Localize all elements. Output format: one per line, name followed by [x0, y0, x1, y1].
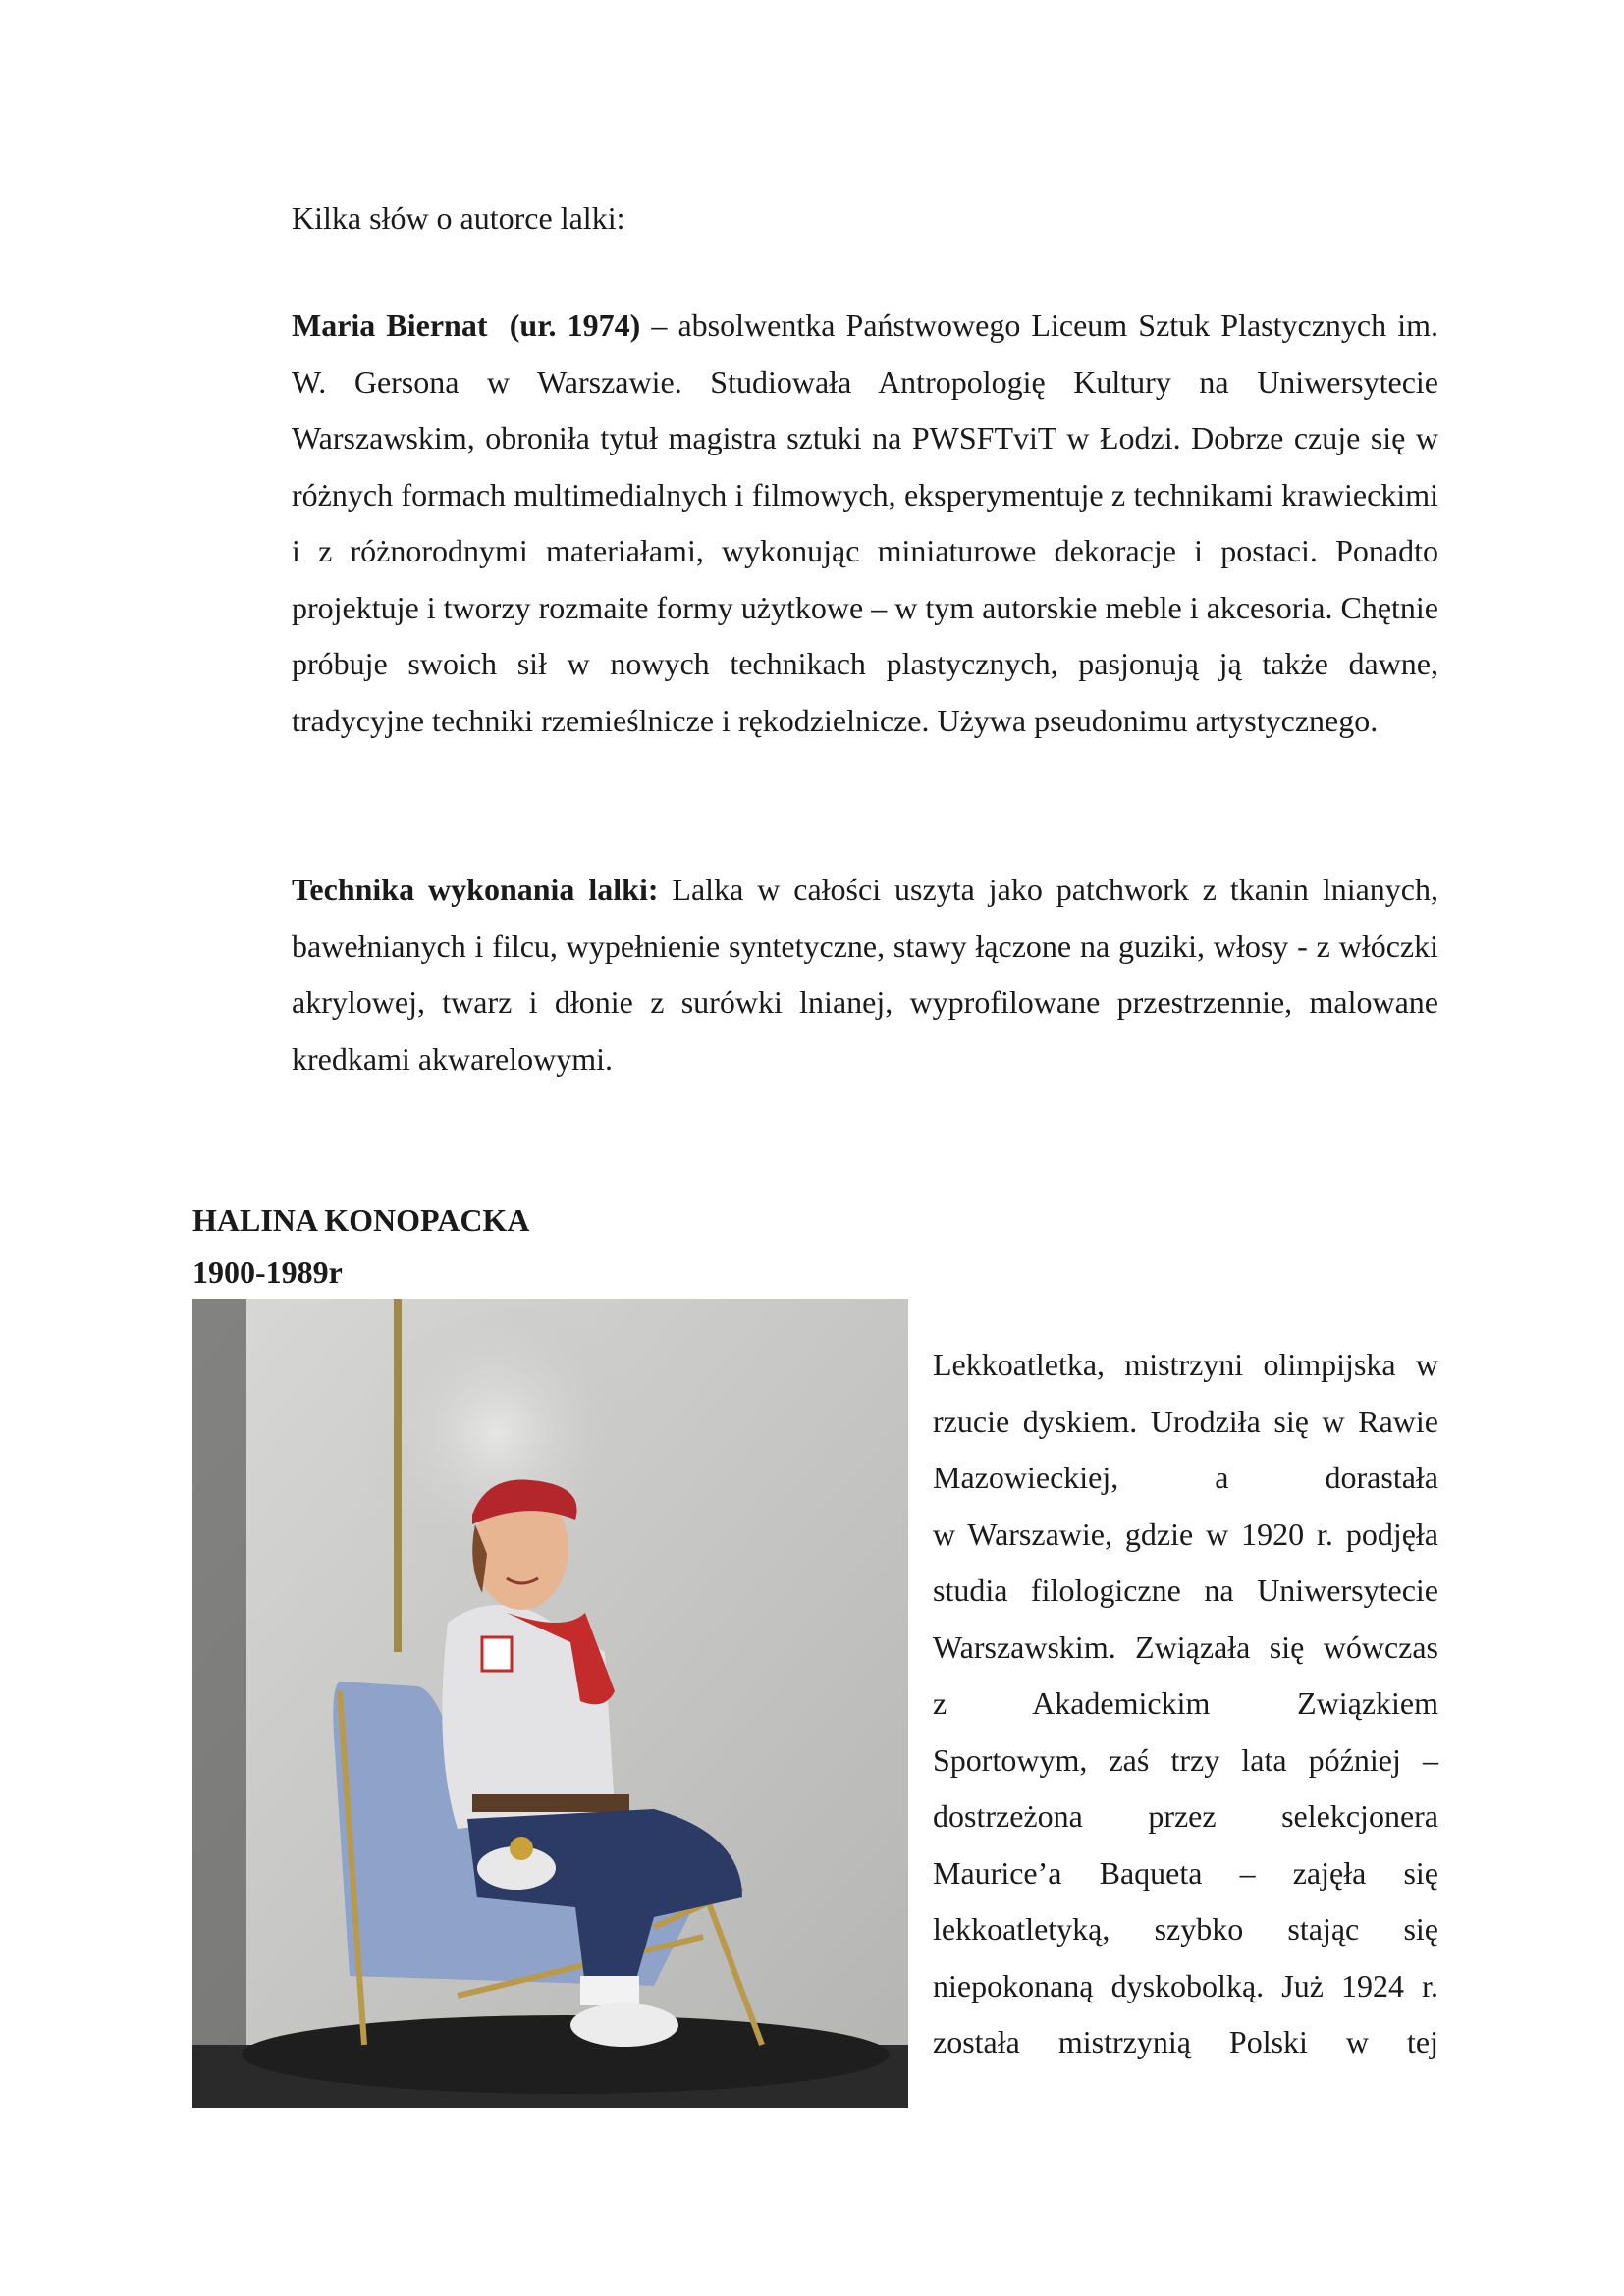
description-line: dostrzeżona przez selekcjonera	[933, 1798, 1438, 1834]
description-line: Lekkoatletka, mistrzyni olimpijska w	[933, 1347, 1438, 1382]
person-description	[933, 1337, 1438, 2071]
doll-technique	[292, 862, 1438, 1088]
description-line: z Akademickim Związkiem	[933, 1685, 1438, 1721]
person-years: 1900-1989r	[192, 1255, 343, 1290]
technique-text: Lalka w całości uszyta jako patchwork z tkanin lnianych, bawełnianych i filcu, wypełnienie syntetyczne, stawy łączone na guziki, włosy - z włóczki akrylowej, twarz i dłonie z surówki lnianej, wyprofilowane przestrzennie, malowane kredkami akwarelowymi.	[292, 872, 1438, 1077]
description-line: studia filologiczne na Uniwersytecie	[933, 1573, 1438, 1608]
description-line: Maurice’a Baqueta – zajęła się	[933, 1854, 1438, 1891]
description-line: lekkoatletyką, szybko stając się	[933, 1911, 1438, 1947]
description-line: w Warszawie, gdzie w 1920 r. podjęła	[933, 1516, 1438, 1552]
author-bio	[292, 297, 1438, 749]
author-birth: (ur. 1974)	[509, 307, 641, 343]
description-line: została mistrzynią Polski w tej	[933, 2024, 1438, 2059]
technique-label: Technika wykonania lalki:	[292, 872, 659, 907]
doll-photo	[192, 1299, 908, 2108]
intro-text: Kilka słów o autorce lalki:	[292, 200, 625, 236]
description-line: rzucie dyskiem. Urodziła się w Rawie	[933, 1403, 1438, 1439]
description-line: Sportowym, zaś trzy lata później –	[933, 1741, 1438, 1778]
description-line: niepokonaną dyskobolką. Już 1924 r.	[933, 1967, 1438, 2003]
description-line: Warszawskim. Związała się wówczas	[933, 1629, 1438, 1665]
description-line: Mazowieckiej, a dorastała	[933, 1460, 1438, 1495]
person-name: HALINA KONOPACKA	[192, 1202, 530, 1238]
author-name: Maria Biernat	[292, 307, 488, 343]
author-bio-text: – absolwentka Państwowego Liceum Sztuk Plastycznych im. W. Gersona w Warszawie. Studiowała Antropologię Kultury na Uniwersytecie Warszawskim, obroniła tytuł magistra sztuki na PWSFTviT w Łodzi. Dobrze czuje się w różnych formach multimedialnych i filmowych, eksperymentuje z technikami krawieckimi i z różnorodnymi materiałami, wykonując miniaturowe dekoracje i postaci. Ponadto projektuje i tworzy rozmaite formy użytkowe – w tym autorskie meble i akcesoria. Chętnie próbuje swoich sił w nowych technikach plastycznych, pasjonują ją także dawne, tradycyjne techniki rzemieślnicze i rękodzielnicze. Używa pseudonimu artystycznego.	[292, 307, 1439, 738]
